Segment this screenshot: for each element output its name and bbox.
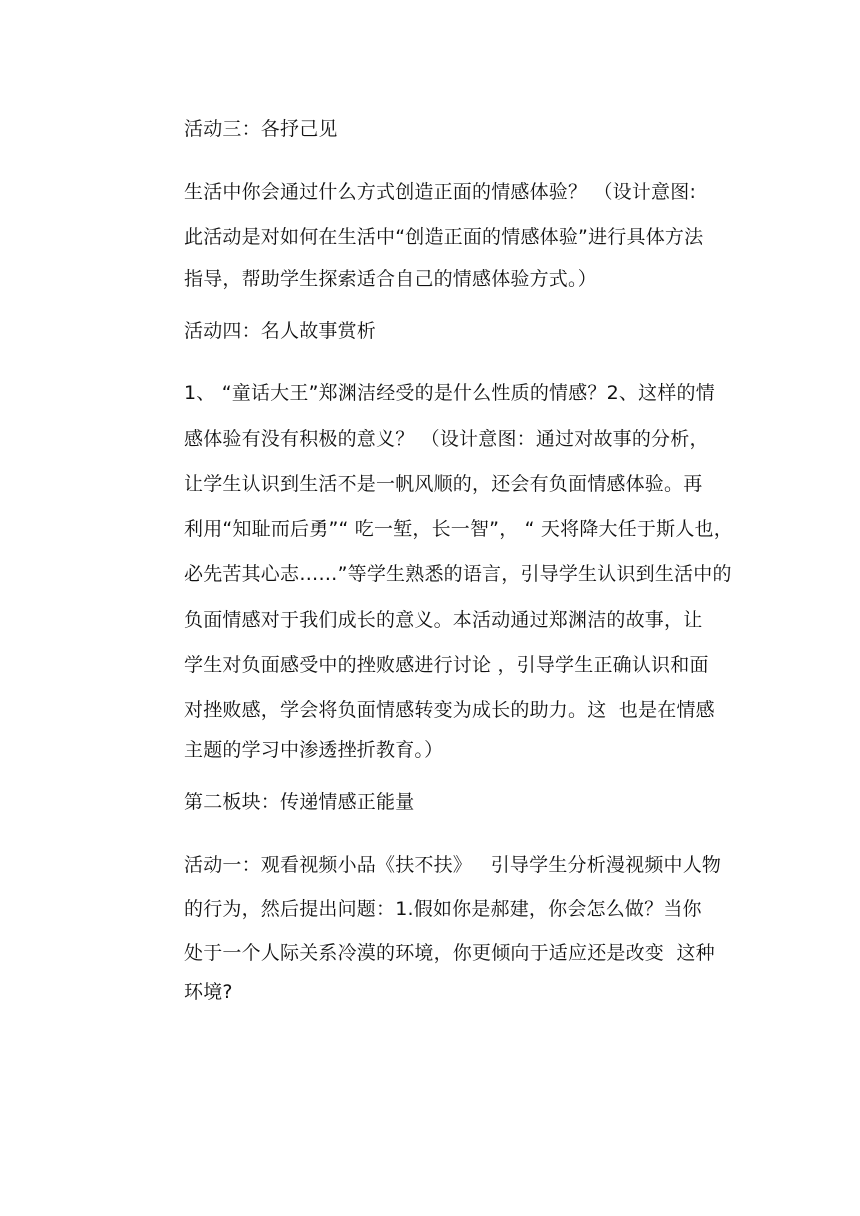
heading-activity-3: 活动三：各抒己见 (184, 118, 338, 140)
paragraph-line: 此活动是对如何在生活中“创造正面的情感体验”进行具体方法 (184, 226, 704, 248)
heading-block-2: 第二板块：传递情感正能量 (184, 791, 415, 813)
paragraph-line: 利用“知耻而后勇”“ 吃一堑，长一智”， “ 天将降大任于斯人也， (184, 518, 733, 540)
paragraph-line: 1、 “童话大王”郑渊洁经受的是什么性质的情感？2、这样的情 (184, 382, 715, 404)
paragraph-line: 感体验有没有积极的意义？ （设计意图：通过对故事的分析， (184, 428, 709, 450)
paragraph-line: 环境? (184, 981, 233, 1003)
paragraph-line: 让学生认识到生活不是一帆风顺的，还会有负面情感体验。再 (184, 473, 703, 495)
paragraph-line: 的行为，然后提出问题：1.假如你是郝建，你会怎么做？当你 (184, 898, 702, 920)
paragraph-line: 对挫败感，学会将负面情感转变为成长的助力。这 也是在情感 (184, 699, 715, 721)
paragraph-line: 负面情感对于我们成长的意义。本活动通过郑渊洁的故事，让 (184, 609, 703, 631)
paragraph-line: 处于一个人际关系冷漠的环境，你更倾向于适应还是改变 这种 (184, 942, 715, 964)
paragraph-line: 生活中你会通过什么方式创造正面的情感体验？ （设计意图: (184, 181, 697, 203)
paragraph-line: 主题的学习中渗透挫折教育。） (184, 739, 444, 761)
heading-activity-4: 活动四：名人故事赏析 (184, 320, 377, 342)
paragraph-line: 指导，帮助学生探索适合自己的情感体验方式。） (184, 268, 597, 290)
paragraph-line: 学生对负面感受中的挫败感进行讨论 ，引导学生正确认识和面 (184, 654, 709, 676)
paragraph-line: 活动一：观看视频小品《扶不扶》 引导学生分析漫视频中人物 (184, 854, 722, 876)
paragraph-line: 必先苦其心志……”等学生熟悉的语言，引导学生认识到生活中的 (184, 563, 732, 585)
